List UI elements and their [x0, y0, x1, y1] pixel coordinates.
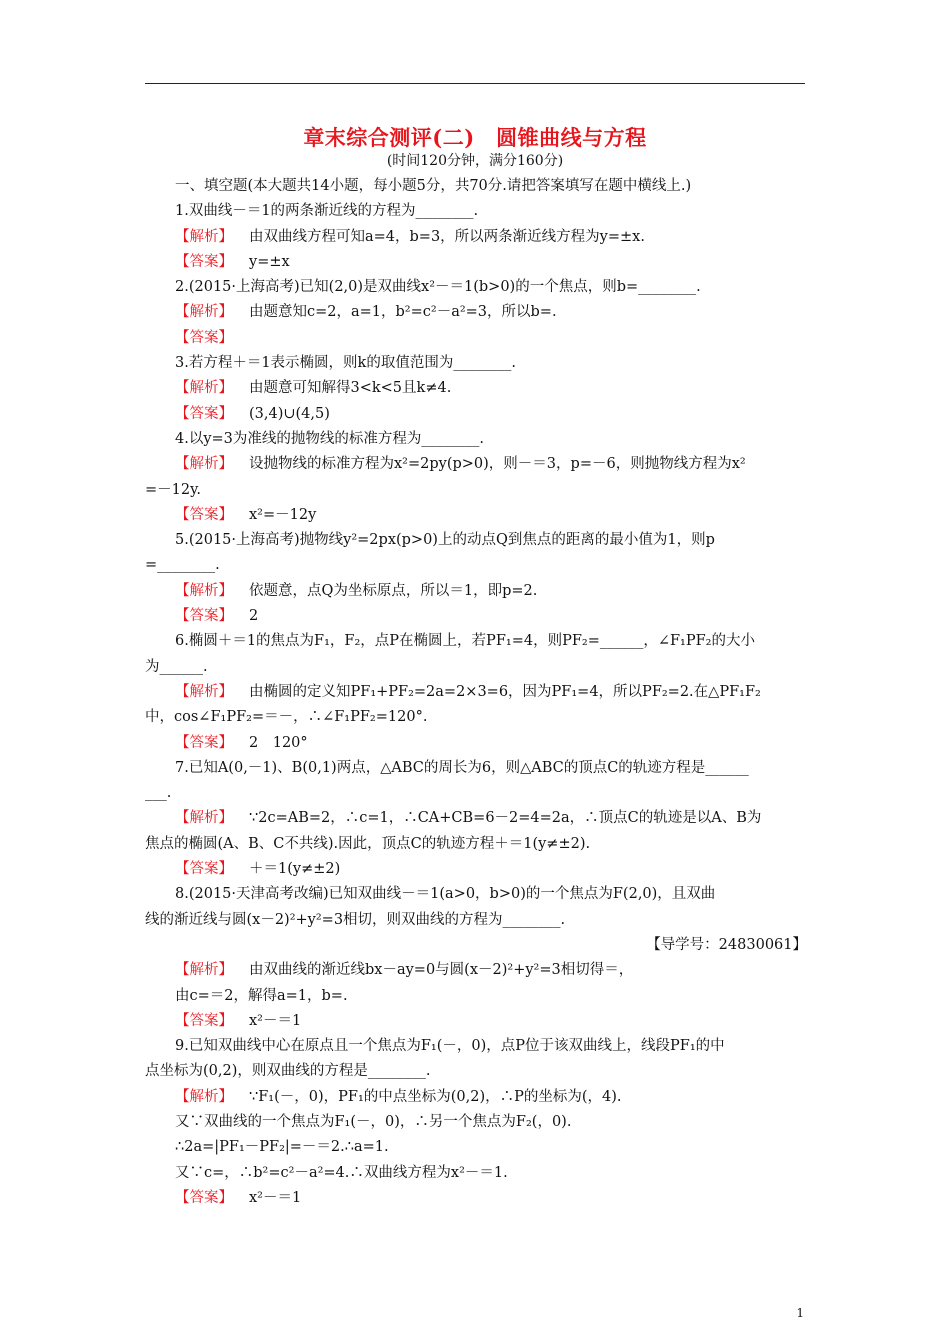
line-text: 焦点的椭圆(A、B、C不共线).因此，顶点C的轨迹方程＋＝1(y≠±2).: [145, 835, 591, 852]
line-text: 线的渐近线与圆(x－2)²+y²=3相切，则双曲线的方程为________.: [145, 911, 566, 928]
line-text: 6.椭圆＋＝1的焦点为F₁，F₂，点P在椭圆上，若PF₁=4，则PF₂=______，∠F₁PF₂的大小: [175, 633, 755, 650]
analysis-label: 【解析】: [175, 582, 233, 599]
text-line: [145, 199, 807, 224]
line-text: 2: [249, 608, 259, 625]
text-line: [145, 933, 807, 958]
text-line: [145, 1110, 807, 1135]
line-text: 3.若方程＋＝1表示椭圆，则k的取值范围为________.: [175, 355, 516, 372]
line-text: 由双曲线方程可知a=4，b=3，所以两条渐近线方程为y=±x.: [249, 228, 645, 245]
text-line: [145, 984, 807, 1009]
answer-line: [145, 250, 807, 275]
line-text: 又∵c=，∴b²=c²－a²=4.∴双曲线方程为x²－＝1.: [175, 1164, 508, 1181]
answer-label: 【答案】: [175, 861, 233, 878]
analysis-line: [145, 376, 807, 401]
line-text: 1.双曲线－＝1的两条渐近线的方程为________.: [175, 203, 479, 220]
line-text: 8.(2015·天津高考改编)已知双曲线－＝1(a>0，b>0)的一个焦点为F(2,0)，且双曲: [175, 886, 716, 903]
line-text: x²－＝1: [249, 1012, 302, 1029]
text-line: [145, 908, 807, 933]
line-text: 由题意知c=2，a=1，b²=c²－a²=3，所以b=.: [249, 304, 557, 321]
line-text: 由椭圆的定义知PF₁+PF₂=2a=2×3=6，因为PF₁=4，所以PF₂=2.在△PF₁F₂: [249, 683, 761, 700]
line-text: 由题意可知解得3<k<5且k≠4.: [249, 380, 452, 397]
answer-line: [145, 1186, 807, 1211]
analysis-label: 【解析】: [175, 1088, 233, 1105]
answer-line: [145, 326, 807, 351]
line-text: =________.: [145, 557, 220, 574]
answer-label: 【答案】: [175, 253, 233, 270]
text-line: [145, 478, 807, 503]
analysis-label: 【解析】: [175, 683, 233, 700]
answer-label: 【答案】: [175, 734, 233, 751]
text-line: [145, 756, 807, 781]
text-line: [145, 528, 807, 553]
line-text: 4.以y=3为准线的抛物线的标准方程为________.: [175, 430, 485, 447]
line-text: 一、填空题(本大题共14小题，每小题5分，共70分.请把答案填写在题中横线上.): [175, 178, 692, 194]
text-line: [145, 781, 807, 806]
document-body: [145, 174, 807, 1211]
answer-label: 【答案】: [175, 1012, 233, 1029]
line-text: 中，cos∠F₁PF₂=＝－，∴∠F₁PF₂=120°.: [145, 709, 428, 726]
answer-line: [145, 604, 807, 629]
line-text: x²－＝1: [249, 1189, 302, 1206]
line-text: ＋＝1(y≠±2): [249, 861, 341, 878]
line-text: 【导学号：24830061】: [646, 936, 807, 953]
analysis-line: [145, 958, 807, 983]
line-text: 设抛物线的标准方程为x²=2py(p>0)，则－＝3，p=－6，则抛物线方程为x²: [249, 456, 746, 473]
text-line: [145, 1135, 807, 1160]
analysis-label: 【解析】: [175, 380, 233, 397]
text-line: [145, 629, 807, 654]
page-number: 1: [796, 1306, 804, 1320]
line-text: ∵2c=AB=2，∴c=1，∴CA+CB=6－2=4=2a，∴顶点C的轨迹是以A、B为: [249, 810, 762, 827]
line-text: 点坐标为(0,2)，则双曲线的方程是________.: [145, 1063, 431, 1080]
text-line: [145, 882, 807, 907]
answer-label: 【答案】: [175, 329, 233, 346]
line-text: (3,4)∪(4,5): [249, 405, 330, 422]
line-text: 2.(2015·上海高考)已知(2,0)是双曲线x²－＝1(b>0)的一个焦点，则b=________.: [175, 279, 701, 296]
analysis-line: [145, 452, 807, 477]
line-text: 依题意，点Q为坐标原点，所以＝1，即p=2.: [249, 582, 538, 599]
analysis-line: [145, 300, 807, 325]
page-title: 章末综合测评(二) 圆锥曲线与方程: [303, 125, 647, 150]
answer-line: [145, 402, 807, 427]
analysis-line: [145, 225, 807, 250]
line-text: 5.(2015·上海高考)抛物线y²=2px(p>0)上的动点Q到焦点的距离的最小值为1，则p: [175, 532, 715, 549]
text-line: [145, 275, 807, 300]
line-text: 又∵双曲线的一个焦点为F₁(－，0)，∴另一个焦点为F₂(，0).: [175, 1113, 572, 1130]
line-text: 9.已知双曲线中心在原点且一个焦点为F₁(－，0)，点P位于该双曲线上，线段PF₁的中: [175, 1038, 725, 1055]
line-text: ___.: [145, 785, 172, 802]
answer-label: 【答案】: [175, 506, 233, 523]
text-line: [145, 1161, 807, 1186]
analysis-label: 【解析】: [175, 456, 233, 473]
text-line: [145, 655, 807, 680]
answer-label: 【答案】: [175, 1189, 233, 1206]
text-line: [145, 553, 807, 578]
line-text: 7.已知A(0,－1)、B(0,1)两点，△ABC的周长为6，则△ABC的顶点C的轨迹方程是______: [175, 759, 749, 776]
line-text: 为______.: [145, 658, 208, 675]
analysis-line: [145, 579, 807, 604]
text-line: [145, 832, 807, 857]
page-subtitle: (时间120分钟，满分160分): [386, 153, 564, 169]
answer-label: 【答案】: [175, 608, 233, 625]
answer-line: [145, 731, 807, 756]
analysis-line: [145, 806, 807, 831]
answer-line: [145, 1009, 807, 1034]
analysis-line: [145, 680, 807, 705]
line-text: 由c=＝2，解得a=1，b=.: [175, 987, 348, 1004]
line-text: ∴2a=|PF₁－PF₂|=－＝2.∴a=1.: [175, 1139, 389, 1156]
text-line: [145, 1034, 807, 1059]
line-text: =－12y.: [145, 481, 201, 498]
analysis-label: 【解析】: [175, 962, 233, 979]
line-text: y=±x: [249, 253, 290, 270]
analysis-label: 【解析】: [175, 304, 233, 321]
analysis-label: 【解析】: [175, 810, 233, 827]
text-line: [145, 705, 807, 730]
text-line: [145, 1059, 807, 1084]
text-line: [145, 427, 807, 452]
top-rule: [145, 83, 805, 84]
answer-line: [145, 857, 807, 882]
analysis-label: 【解析】: [175, 228, 233, 245]
line-text: x²=－12y: [249, 506, 317, 523]
answer-label: 【答案】: [175, 405, 233, 422]
line-text: 2 120°: [249, 734, 308, 751]
text-line: [145, 174, 807, 199]
text-line: [145, 351, 807, 376]
answer-line: [145, 503, 807, 528]
line-text: ∵F₁(－，0)，PF₁的中点坐标为(0,2)，∴P的坐标为(，4).: [249, 1088, 622, 1105]
analysis-line: [145, 1085, 807, 1110]
line-text: 由双曲线的渐近线bx－ay=0与圆(x－2)²+y²=3相切得＝，: [249, 962, 634, 979]
